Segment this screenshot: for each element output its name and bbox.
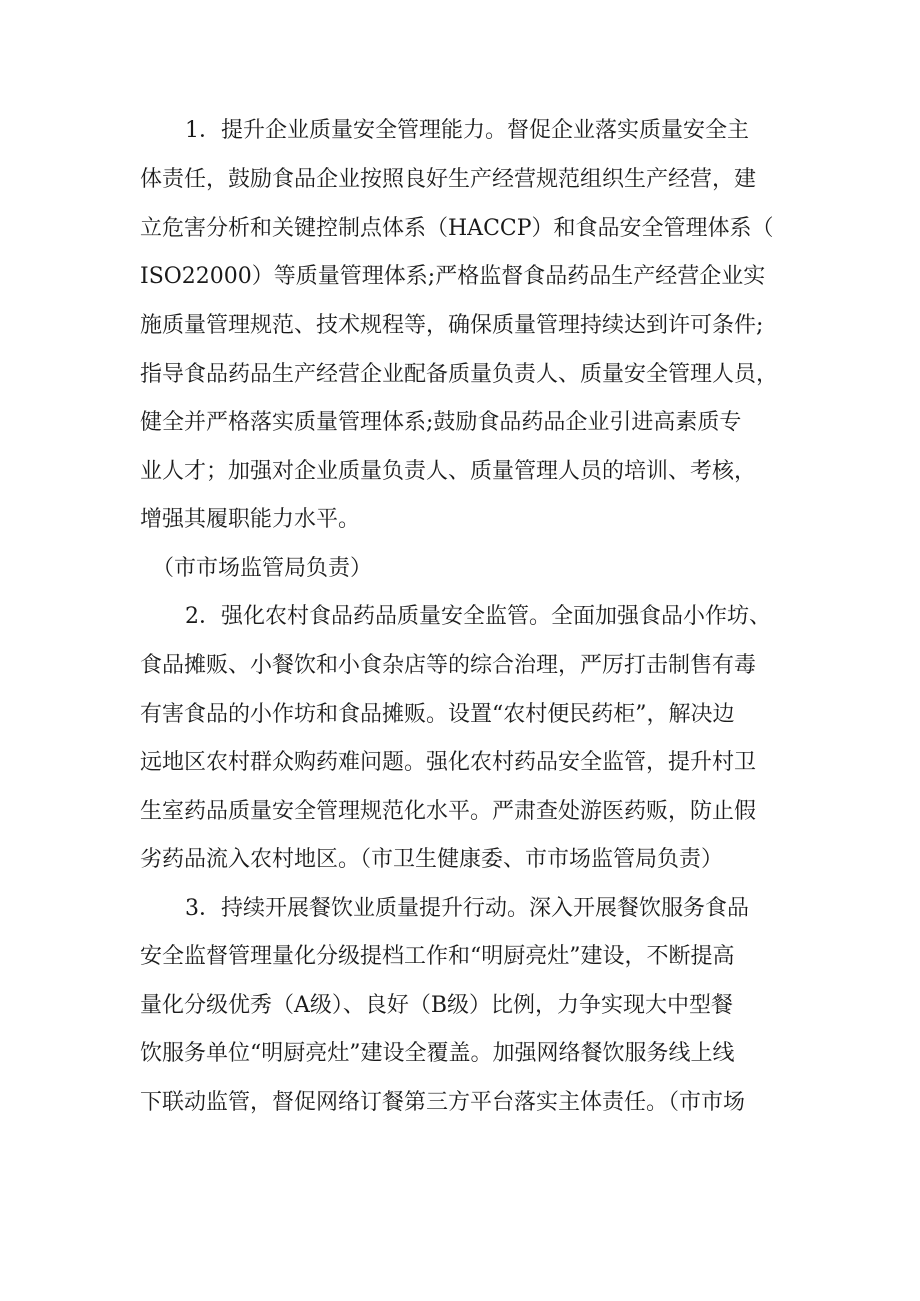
paragraph-3-line-4: 饮服务单位“明厨亮灶”建设全覆盖。加强网络餐饮服务线上线 bbox=[140, 1041, 735, 1066]
paragraph-1-line-3: 立危害分析和关键控制点体系（HACCP）和食品安全管理体系（ bbox=[140, 216, 774, 241]
responsibility-note-1: （市市场监管局负责） bbox=[152, 556, 373, 581]
paragraph-1-line-2: 体责任，鼓励食品企业按照良好生产经营规范组织生产经营，建 bbox=[140, 167, 757, 192]
paragraph-2-line-6: 劣药品流入农村地区。（市卫生健康委、市市场监管局负责） bbox=[140, 847, 724, 872]
paragraph-1-line-7: 健全并严格落实质量管理体系;鼓励食品药品企业引进高素质专 bbox=[140, 410, 742, 435]
paragraph-1-line-5: 施质量管理规范、技术规程等，确保质量管理持续达到许可条件; bbox=[140, 313, 764, 338]
paragraph-3-line-5: 下联动监管，督促网络订餐第三方平台落实主体责任。（市市场 bbox=[140, 1090, 746, 1115]
paragraph-2-line-4: 远地区农村群众购药难问题。强化农村药品安全监管，提升村卫 bbox=[140, 750, 757, 775]
paragraph-1-line-8: 业人才；加强对企业质量负责人、质量管理人员的培训、考核， bbox=[140, 459, 757, 484]
paragraph-3-line-3: 量化分级优秀（A级）、良好（B级）比例，力争实现大中型餐 bbox=[140, 993, 734, 1018]
paragraph-3-line-2: 安全监督管理量化分级提档工作和“明厨亮灶”建设，不断提高 bbox=[140, 944, 735, 969]
paragraph-3-line-1: 3．持续开展餐饮业质量提升行动。深入开展餐饮服务食品 bbox=[185, 896, 749, 921]
paragraph-1-line-4: ISO22000）等质量管理体系;严格监督食品药品生产经营企业实 bbox=[140, 264, 766, 289]
paragraph-2-line-5: 生室药品质量安全管理规范化水平。严肃查处游医药贩，防止假 bbox=[140, 799, 757, 824]
paragraph-2-line-2: 食品摊贩、小餐饮和小食杂店等的综合治理，严厉打击制售有毒 bbox=[140, 653, 757, 678]
paragraph-1-line-6: 指导食品药品生产经营企业配备质量负责人、质量安全管理人员， bbox=[140, 362, 779, 387]
paragraph-1-line-9: 增强其履职能力水平。 bbox=[140, 507, 361, 532]
paragraph-1-line-1: 1．提升企业质量安全管理能力。督促企业落实质量安全主 bbox=[185, 118, 749, 143]
paragraph-2-line-1: 2．强化农村食品药品质量安全监管。全面加强食品小作坊、 bbox=[185, 604, 771, 629]
paragraph-2-line-3: 有害食品的小作坊和食品摊贩。设置“农村便民药柜”，解决边 bbox=[140, 702, 735, 727]
